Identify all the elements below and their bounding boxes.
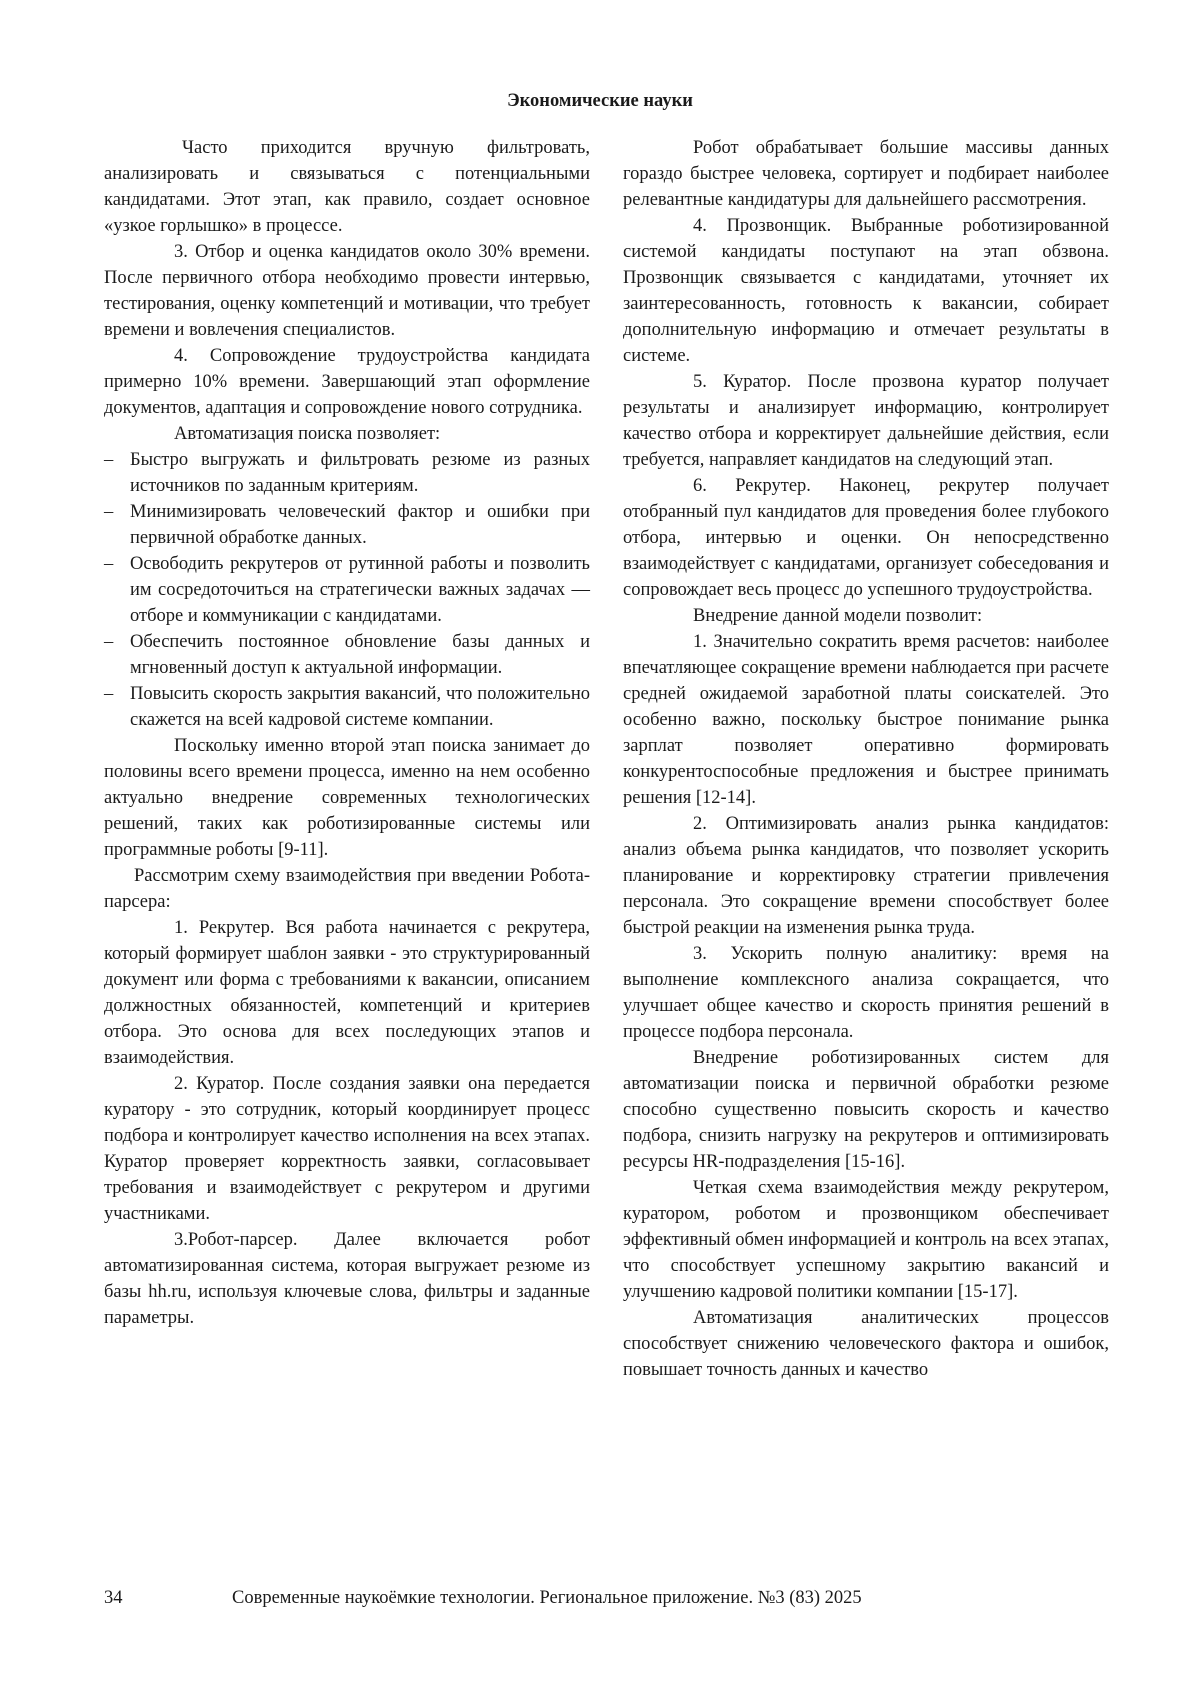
paragraph: 3. Ускорить полную аналитику: время на выполнение комплексного анализа сокращается, что улучшает общее качество и скорость принятия решений в процессе подбора персонала. (623, 944, 1109, 1042)
section-header: Экономические науки (507, 91, 693, 111)
bullet-text: Освободить рекрутеров от рутинной работы и позволить им сосредоточиться на стратегически важных задачах — отборе и коммуникации с кандидатами. (130, 554, 590, 626)
bullet-item (104, 629, 590, 681)
paragraph: Внедрение роботизированных систем для автоматизации поиска и первичной обработки резюме способно существенно повысить скорость и качество подбора, снизить нагрузку на рекрутеров и оптимизировать ресурсы HR-подразделения [15-16]. (623, 1048, 1109, 1172)
paragraph: 3.Робот-парсер. Далее включается робот автоматизированная система, которая выгружает резюме из базы hh.ru, используя ключевые слова, фильтры и заданные параметры. (104, 1230, 590, 1328)
bullet-dash: – (104, 450, 114, 470)
bullet-dash: – (104, 554, 114, 574)
paragraph: Часто приходится вручную фильтровать, анализировать и связываться с потенциальными кандидатами. Этот этап, как правило, создает основное «узкое горлышко» в процессе. (104, 138, 590, 236)
page-number: 34 (104, 1588, 123, 1608)
paragraph: Рассмотрим схему взаимодействия при введении Робота-парсера: (104, 866, 590, 912)
paragraph: 4. Сопровождение трудоустройства кандидата примерно 10% времени. Завершающий этап оформление документов, адаптация и сопровождение нового сотрудника. (104, 346, 590, 418)
paragraph: Поскольку именно второй этап поиска занимает до половины всего времени процесса, именно на нем особенно актуально внедрение современных технологических решений, таких как роботизированные системы или программные роботы [9-11]. (104, 736, 590, 860)
journal-title: Современные наукоёмкие технологии. Региональное приложение. №3 (83) 2025 (232, 1588, 862, 1608)
bullet-item (104, 499, 590, 551)
paragraph: Внедрение данной модели позволит: (693, 606, 983, 626)
bullet-item (104, 681, 590, 733)
paragraph: Робот обрабатывает большие массивы данных гораздо быстрее человека, сортирует и подбирает наиболее релевантные кандидатуры для дальнейшего рассмотрения. (623, 138, 1109, 210)
bullet-text: Быстро выгружать и фильтровать резюме из разных источников по заданным критериям. (130, 450, 590, 496)
paragraph: 2. Оптимизировать анализ рынка кандидатов: анализ объема рынка кандидатов, что позволяет ускорить планирование и корректировку стратегии привлечения персонала. Это сокращение времени способствует более быстрой реакции на изменения рынка труда. (623, 814, 1109, 938)
paragraph: Четкая схема взаимодействия между рекрутером, куратором, роботом и прозвонщиком обеспечивает эффективный обмен информацией и контроль на всех этапах, что способствует успешному закрытию вакансий и улучшению кадровой политики компании [15-17]. (623, 1178, 1109, 1302)
left-column (104, 135, 590, 1331)
paragraph: 6. Рекрутер. Наконец, рекрутер получает отобранный пул кандидатов для проведения более глубокого отбора, интервью и оценки. Он непосредственно взаимодействует с кандидатами, организует собеседования и сопровождает весь процесс до успешного трудоустройства. (623, 476, 1109, 600)
bullet-dash: – (104, 502, 114, 522)
paragraph: 1. Рекрутер. Вся работа начинается с рекрутера, который формирует шаблон заявки - это структурированный документ или форма с требованиями к вакансии, описанием должностных обязанностей, компетенций и критериев отбора. Это основа для всех последующих этапов и взаимодействия. (104, 918, 590, 1068)
bullet-text: Обеспечить постоянное обновление базы данных и мгновенный доступ к актуальной информации. (130, 632, 590, 678)
paragraph: 3. Отбор и оценка кандидатов около 30% времени. После первичного отбора необходимо провести интервью, тестирования, оценку компетенций и мотивации, что требует времени и вовлечения специалистов. (104, 242, 590, 340)
paragraph: Автоматизация аналитических процессов способствует снижению человеческого фактора и ошибок, повышает точность данных и качество (623, 1308, 1109, 1380)
bullet-item (104, 551, 590, 629)
bullet-dash: – (104, 632, 114, 652)
bullet-text: Минимизировать человеческий фактор и ошибки при первичной обработке данных. (130, 502, 590, 548)
right-column (623, 135, 1109, 1383)
paragraph: 2. Куратор. После создания заявки она передается куратору - это сотрудник, который координирует процесс подбора и контролирует качество исполнения на всех этапах. Куратор проверяет корректность заявки, согласовывает требования и взаимодействует с рекрутером и другими участниками. (104, 1074, 590, 1224)
paragraph: 4. Прозвонщик. Выбранные роботизированной системой кандидаты поступают на этап обзвона. Прозвонщик связывается с кандидатами, уточняет их заинтересованность, готовность к вакансии, собирает дополнительную информацию и отмечает результаты в системе. (623, 216, 1109, 366)
bullet-dash: – (104, 684, 114, 704)
bullet-text: Повысить скорость закрытия вакансий, что положительно скажется на всей кадровой системе компании. (130, 684, 590, 730)
paragraph: Автоматизация поиска позволяет: (174, 424, 441, 444)
bullet-item (104, 447, 590, 499)
paragraph: 1. Значительно сократить время расчетов: наиболее впечатляющее сокращение времени наблюдается при расчете средней ожидаемой заработной платы соискателей. Это особенно важно, поскольку быстрое понимание рынка зарплат позволяет оперативно формировать конкурентоспособные предложения и быстрее принимать решения [12-14]. (623, 632, 1109, 808)
paragraph: 5. Куратор. После прозвона куратор получает результаты и анализирует информацию, контролирует качество отбора и корректирует дальнейшие действия, если требуется, направляет кандидатов на следующий этап. (623, 372, 1109, 470)
